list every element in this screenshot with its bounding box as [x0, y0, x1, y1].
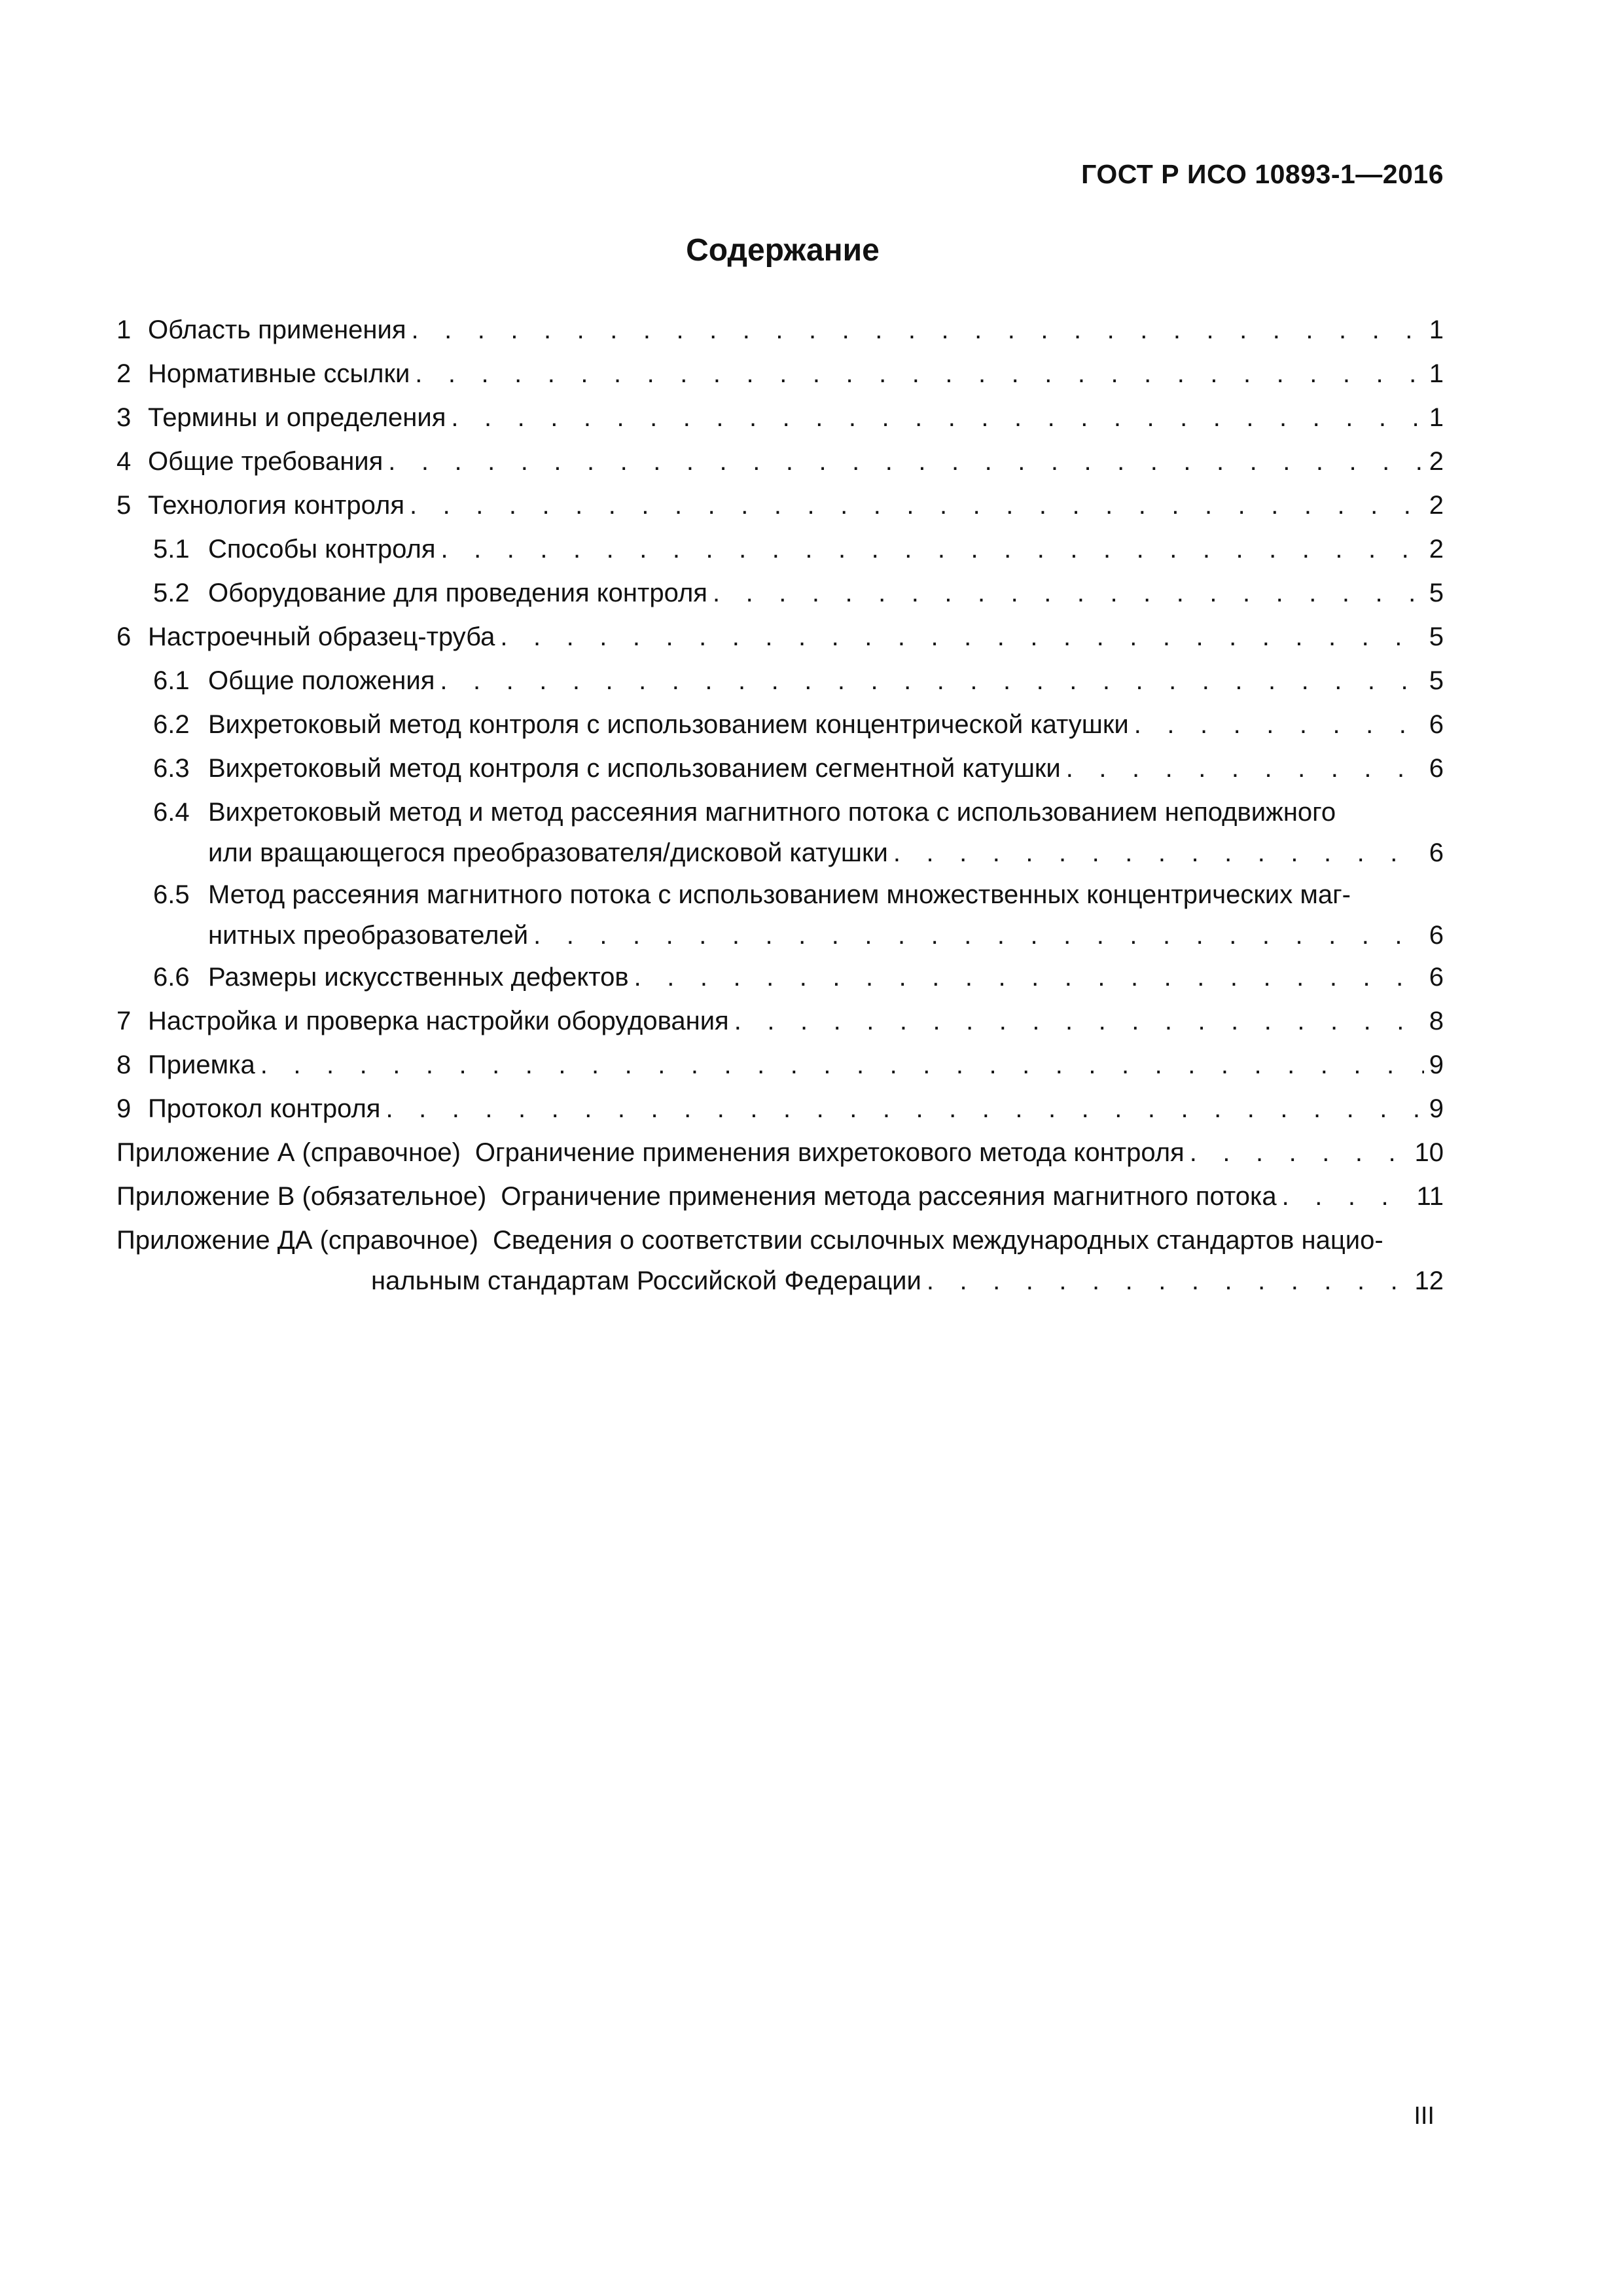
- toc-entry-number: 2: [116, 359, 132, 388]
- page-number: III: [1414, 2102, 1435, 2130]
- dot-leader: [1134, 704, 1424, 745]
- toc-entry-page: 2: [1429, 447, 1444, 476]
- toc-entry-title: Технология контроля: [148, 491, 404, 520]
- dot-leader: [533, 915, 1424, 956]
- toc-entry-title: Приемка: [148, 1050, 255, 1079]
- toc-appendix-entry[interactable]: [116, 1176, 1444, 1220]
- dot-leader: [385, 1088, 1424, 1129]
- toc-entry-title: Способы контроля: [208, 535, 436, 564]
- dot-leader: [415, 353, 1424, 394]
- dot-leader: [713, 573, 1424, 613]
- toc-entry[interactable]: [116, 310, 1444, 353]
- appendix-label: Приложение А (справочное): [116, 1138, 461, 1167]
- toc-subentry[interactable]: [116, 874, 1444, 957]
- toc-entry-number: 6.3: [153, 754, 190, 783]
- toc-entry-number: 4: [116, 447, 132, 476]
- toc-entry[interactable]: [116, 441, 1444, 485]
- toc-entry-number: 6: [116, 622, 132, 651]
- toc-entry-number: 6.5: [153, 880, 190, 909]
- toc-entry-page: 9: [1429, 1050, 1444, 1079]
- dot-leader: [1190, 1132, 1411, 1173]
- toc-subentry[interactable]: [116, 957, 1444, 1001]
- dot-leader: [388, 441, 1424, 482]
- toc-entry-title: Оборудование для проведения контроля: [208, 579, 707, 607]
- toc-entry-title: Область применения: [148, 315, 406, 344]
- toc-subentry[interactable]: [116, 792, 1444, 874]
- toc-entry-page: 12: [1414, 1266, 1444, 1295]
- toc-appendix-entry[interactable]: [116, 1220, 1444, 1302]
- toc-entry-number: 6.2: [153, 710, 190, 739]
- toc-entry-page: 11: [1416, 1182, 1444, 1211]
- toc-subentry[interactable]: [116, 529, 1444, 573]
- toc-entry-page: 6: [1429, 963, 1444, 992]
- toc-entry-title: Вихретоковый метод контроля с использованием сегментной катушки: [208, 754, 1061, 783]
- toc-entry-page: 9: [1429, 1094, 1444, 1123]
- appendix-label: Приложение В (обязательное): [116, 1182, 487, 1211]
- toc-entry[interactable]: [116, 1045, 1444, 1088]
- toc-subentry[interactable]: [116, 660, 1444, 704]
- appendix-title: Ограничение применения вихретокового метода контроля: [474, 1138, 1185, 1167]
- toc-entry-title-line2: или вращающегося преобразователя/дисковой катушки: [208, 838, 888, 867]
- toc-entry-page: 6: [1429, 754, 1444, 783]
- dot-leader: [440, 660, 1424, 701]
- toc-entry-title: Настроечный образец-труба: [148, 622, 495, 651]
- toc-entry-page: 5: [1429, 622, 1444, 651]
- toc-entry-number: 1: [116, 315, 132, 344]
- toc-entry-title-line1: Метод рассеяния магнитного потока с использованием множественных концентрических маг-: [208, 880, 1351, 909]
- toc-entry-number: 6.1: [153, 666, 190, 695]
- toc-entry[interactable]: [116, 353, 1444, 397]
- toc-entry-number: 6.4: [153, 798, 190, 827]
- appendix-title: Ограничение применения метода рассеяния магнитного потока: [501, 1182, 1277, 1211]
- toc-entry-number: 5.1: [153, 535, 190, 564]
- table-of-contents: [116, 310, 1444, 1302]
- appendix-label: Приложение ДА (справочное): [116, 1226, 478, 1255]
- toc-entry-page: 6: [1429, 710, 1444, 739]
- toc-entry-number: 7: [116, 1007, 132, 1035]
- toc-entry-number: 5: [116, 491, 132, 520]
- toc-entry-page: 1: [1429, 315, 1444, 344]
- dot-leader: [1282, 1176, 1413, 1217]
- dot-leader: [500, 617, 1424, 657]
- appendix-title-line1: Сведения о соответствии ссылочных международных стандартов нацио-: [493, 1226, 1383, 1255]
- toc-entry-page: 8: [1429, 1007, 1444, 1035]
- toc-entry-page: 10: [1414, 1138, 1444, 1167]
- toc-subentry[interactable]: [116, 748, 1444, 792]
- toc-entry[interactable]: [116, 1001, 1444, 1045]
- toc-entry[interactable]: [116, 1088, 1444, 1132]
- toc-entry-title: Нормативные ссылки: [148, 359, 410, 388]
- dot-leader: [451, 397, 1424, 438]
- toc-entry-title-line2: нитных преобразователей: [208, 921, 529, 950]
- toc-entry-page: 5: [1429, 579, 1444, 607]
- toc-entry[interactable]: [116, 617, 1444, 660]
- dot-leader: [1066, 748, 1424, 789]
- toc-subentry[interactable]: [116, 704, 1444, 748]
- toc-entry-number: 5.2: [153, 579, 190, 607]
- dot-leader: [260, 1045, 1424, 1085]
- toc-entry-page: 6: [1429, 838, 1444, 867]
- dot-leader: [927, 1261, 1411, 1301]
- toc-entry-title: Вихретоковый метод контроля с использованием концентрической катушки: [208, 710, 1129, 739]
- toc-entry-page: 2: [1429, 535, 1444, 564]
- toc-entry-number: 3: [116, 403, 132, 432]
- appendix-title-line2: нальным стандартам Российской Федерации: [371, 1266, 921, 1295]
- dot-leader: [410, 485, 1424, 526]
- toc-appendix-entry[interactable]: [116, 1132, 1444, 1176]
- toc-entry-title: Размеры искусственных дефектов: [208, 963, 629, 992]
- toc-entry-title: Общие положения: [208, 666, 435, 695]
- dot-leader: [734, 1001, 1424, 1041]
- toc-entry-page: 6: [1429, 921, 1444, 950]
- toc-entry-number: 8: [116, 1050, 132, 1079]
- dot-leader: [440, 529, 1424, 569]
- dot-leader: [893, 833, 1424, 873]
- toc-entry[interactable]: [116, 485, 1444, 529]
- toc-entry-page: 1: [1429, 359, 1444, 388]
- toc-entry-title-line1: Вихретоковый метод и метод рассеяния магнитного потока с использованием неподвижного: [208, 798, 1336, 827]
- toc-entry-number: 9: [116, 1094, 132, 1123]
- toc-entry-number: 6.6: [153, 963, 190, 992]
- dot-leader: [412, 310, 1424, 350]
- toc-entry[interactable]: [116, 397, 1444, 441]
- toc-subentry[interactable]: [116, 573, 1444, 617]
- toc-entry-page: 2: [1429, 491, 1444, 520]
- toc-entry-title: Настройка и проверка настройки оборудования: [148, 1007, 729, 1035]
- toc-entry-title: Общие требования: [148, 447, 383, 476]
- toc-entry-page: 1: [1429, 403, 1444, 432]
- toc-entry-title: Термины и определения: [148, 403, 446, 432]
- document-code: ГОСТ Р ИСО 10893-1—2016: [1081, 159, 1444, 189]
- toc-entry-title: Протокол контроля: [148, 1094, 381, 1123]
- page-title: Содержание: [686, 233, 880, 268]
- dot-leader: [634, 957, 1424, 997]
- toc-entry-page: 5: [1429, 666, 1444, 695]
